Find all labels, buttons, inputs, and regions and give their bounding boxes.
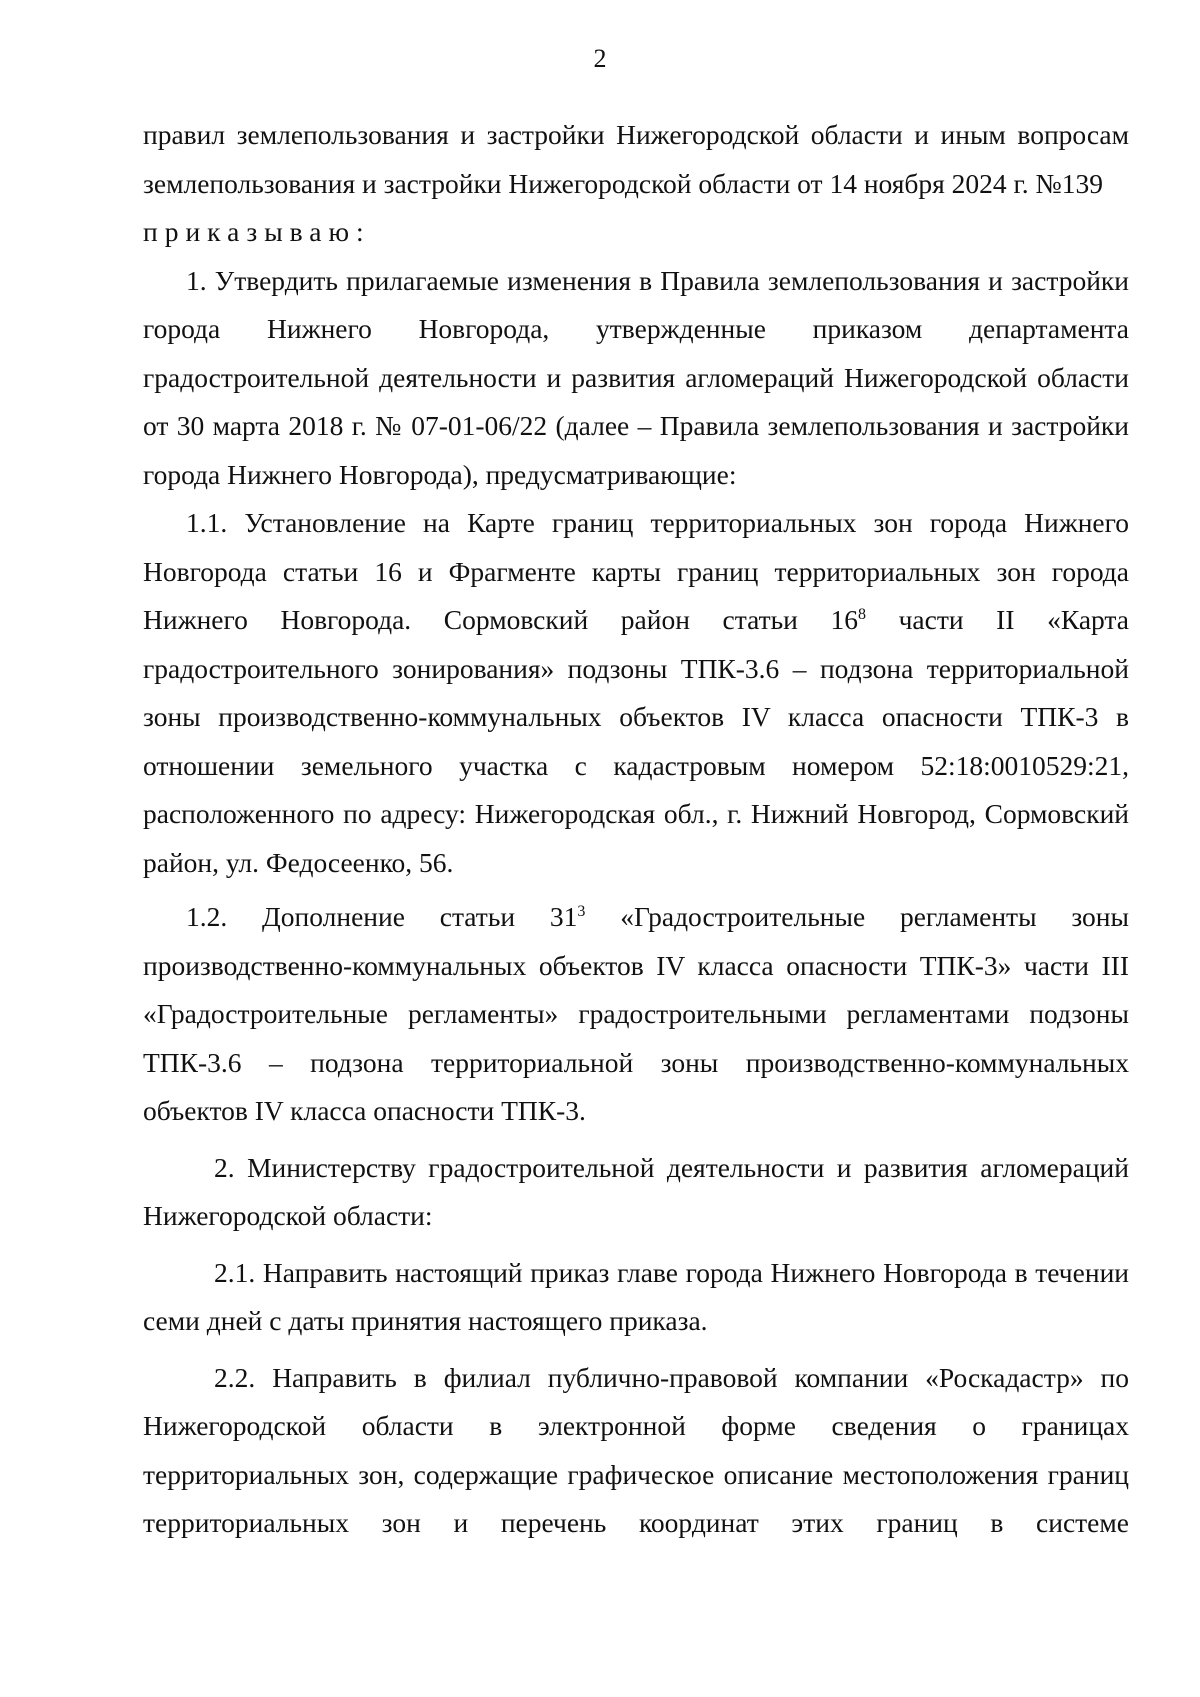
page-number: 2 <box>593 44 607 73</box>
document-body <box>143 111 1129 1548</box>
paragraph-item-1-1-text-a: 1.1. Установление на Карте границ территориальных зон города Нижнего Новгорода статьи 16 и Фрагменте карты границ территориальных зон города Нижнего Новгорода. Сормовский район статьи 16 <box>143 507 1129 635</box>
paragraph-item-1-2-text-a: 1.2. Дополнение статьи 31 <box>186 901 578 932</box>
paragraph-item-2: 2. Министерству градостроительной деятельности и развития агломераций Нижегородской области: <box>143 1151 1129 1231</box>
paragraph-item-1-1-text-b: части II «Карта градостроительного зонирования» подзоны ТПК-3.6 – подзона территориальной зоны производственно-коммунальных объектов IV класса опасности ТПК-3 в отношении земельного участка с кадастровым номером 52:18:0010529:21, расположенного по адресу: Нижегородская обл., г. Нижний Новгород, Сормовский район, ул. Федосеенко, 56. <box>143 604 1129 878</box>
paragraph-item-1-2 <box>143 893 1129 1136</box>
paragraph-item-1: 1. Утвердить прилагаемые изменения в Правила землепользования и застройки города Нижнего Новгорода, утвержденные приказом департамента градостроительной деятельности и развития агломераций Нижегородской области от 30 марта 2018 г. № 07-01-06/22 (далее – Правила землепользования и застройки города Нижнего Новгорода), предусматривающие: <box>143 264 1129 490</box>
paragraph-preamble-continuation: правил землепользования и застройки Нижегородской области и иным вопросам землепользования и застройки Нижегородской области от 14 ноября 2024 г. №139 <box>143 119 1129 199</box>
superscript-article-31: 3 <box>577 902 586 920</box>
superscript-article-16: 8 <box>857 605 866 623</box>
paragraph-item-1-2-text-b: «Градостроительные регламенты зоны производственно-коммунальных объектов IV класса опасности ТПК-3» части III «Градостроительные регламенты» градостроительными регламентами подзоны ТПК-3.6 – подзона территориальной зоны производственно-коммунальных объектов IV класса опасности ТПК-3. <box>143 901 1129 1126</box>
paragraph-item-2-2: 2.2. Направить в филиал публично-правовой компании «Роскадастр» по Нижегородской области в электронной форме сведения о границах территориальных зон, содержащие графическое описание местоположения границ территориальных зон и перечень координат этих границ в системе <box>143 1361 1129 1538</box>
paragraph-item-2-1: 2.1. Направить настоящий приказ главе города Нижнего Новгорода в течении семи дней с даты принятия настоящего приказа. <box>143 1256 1129 1336</box>
paragraph-item-1-1 <box>143 499 1129 887</box>
order-word: приказываю: <box>143 216 371 247</box>
